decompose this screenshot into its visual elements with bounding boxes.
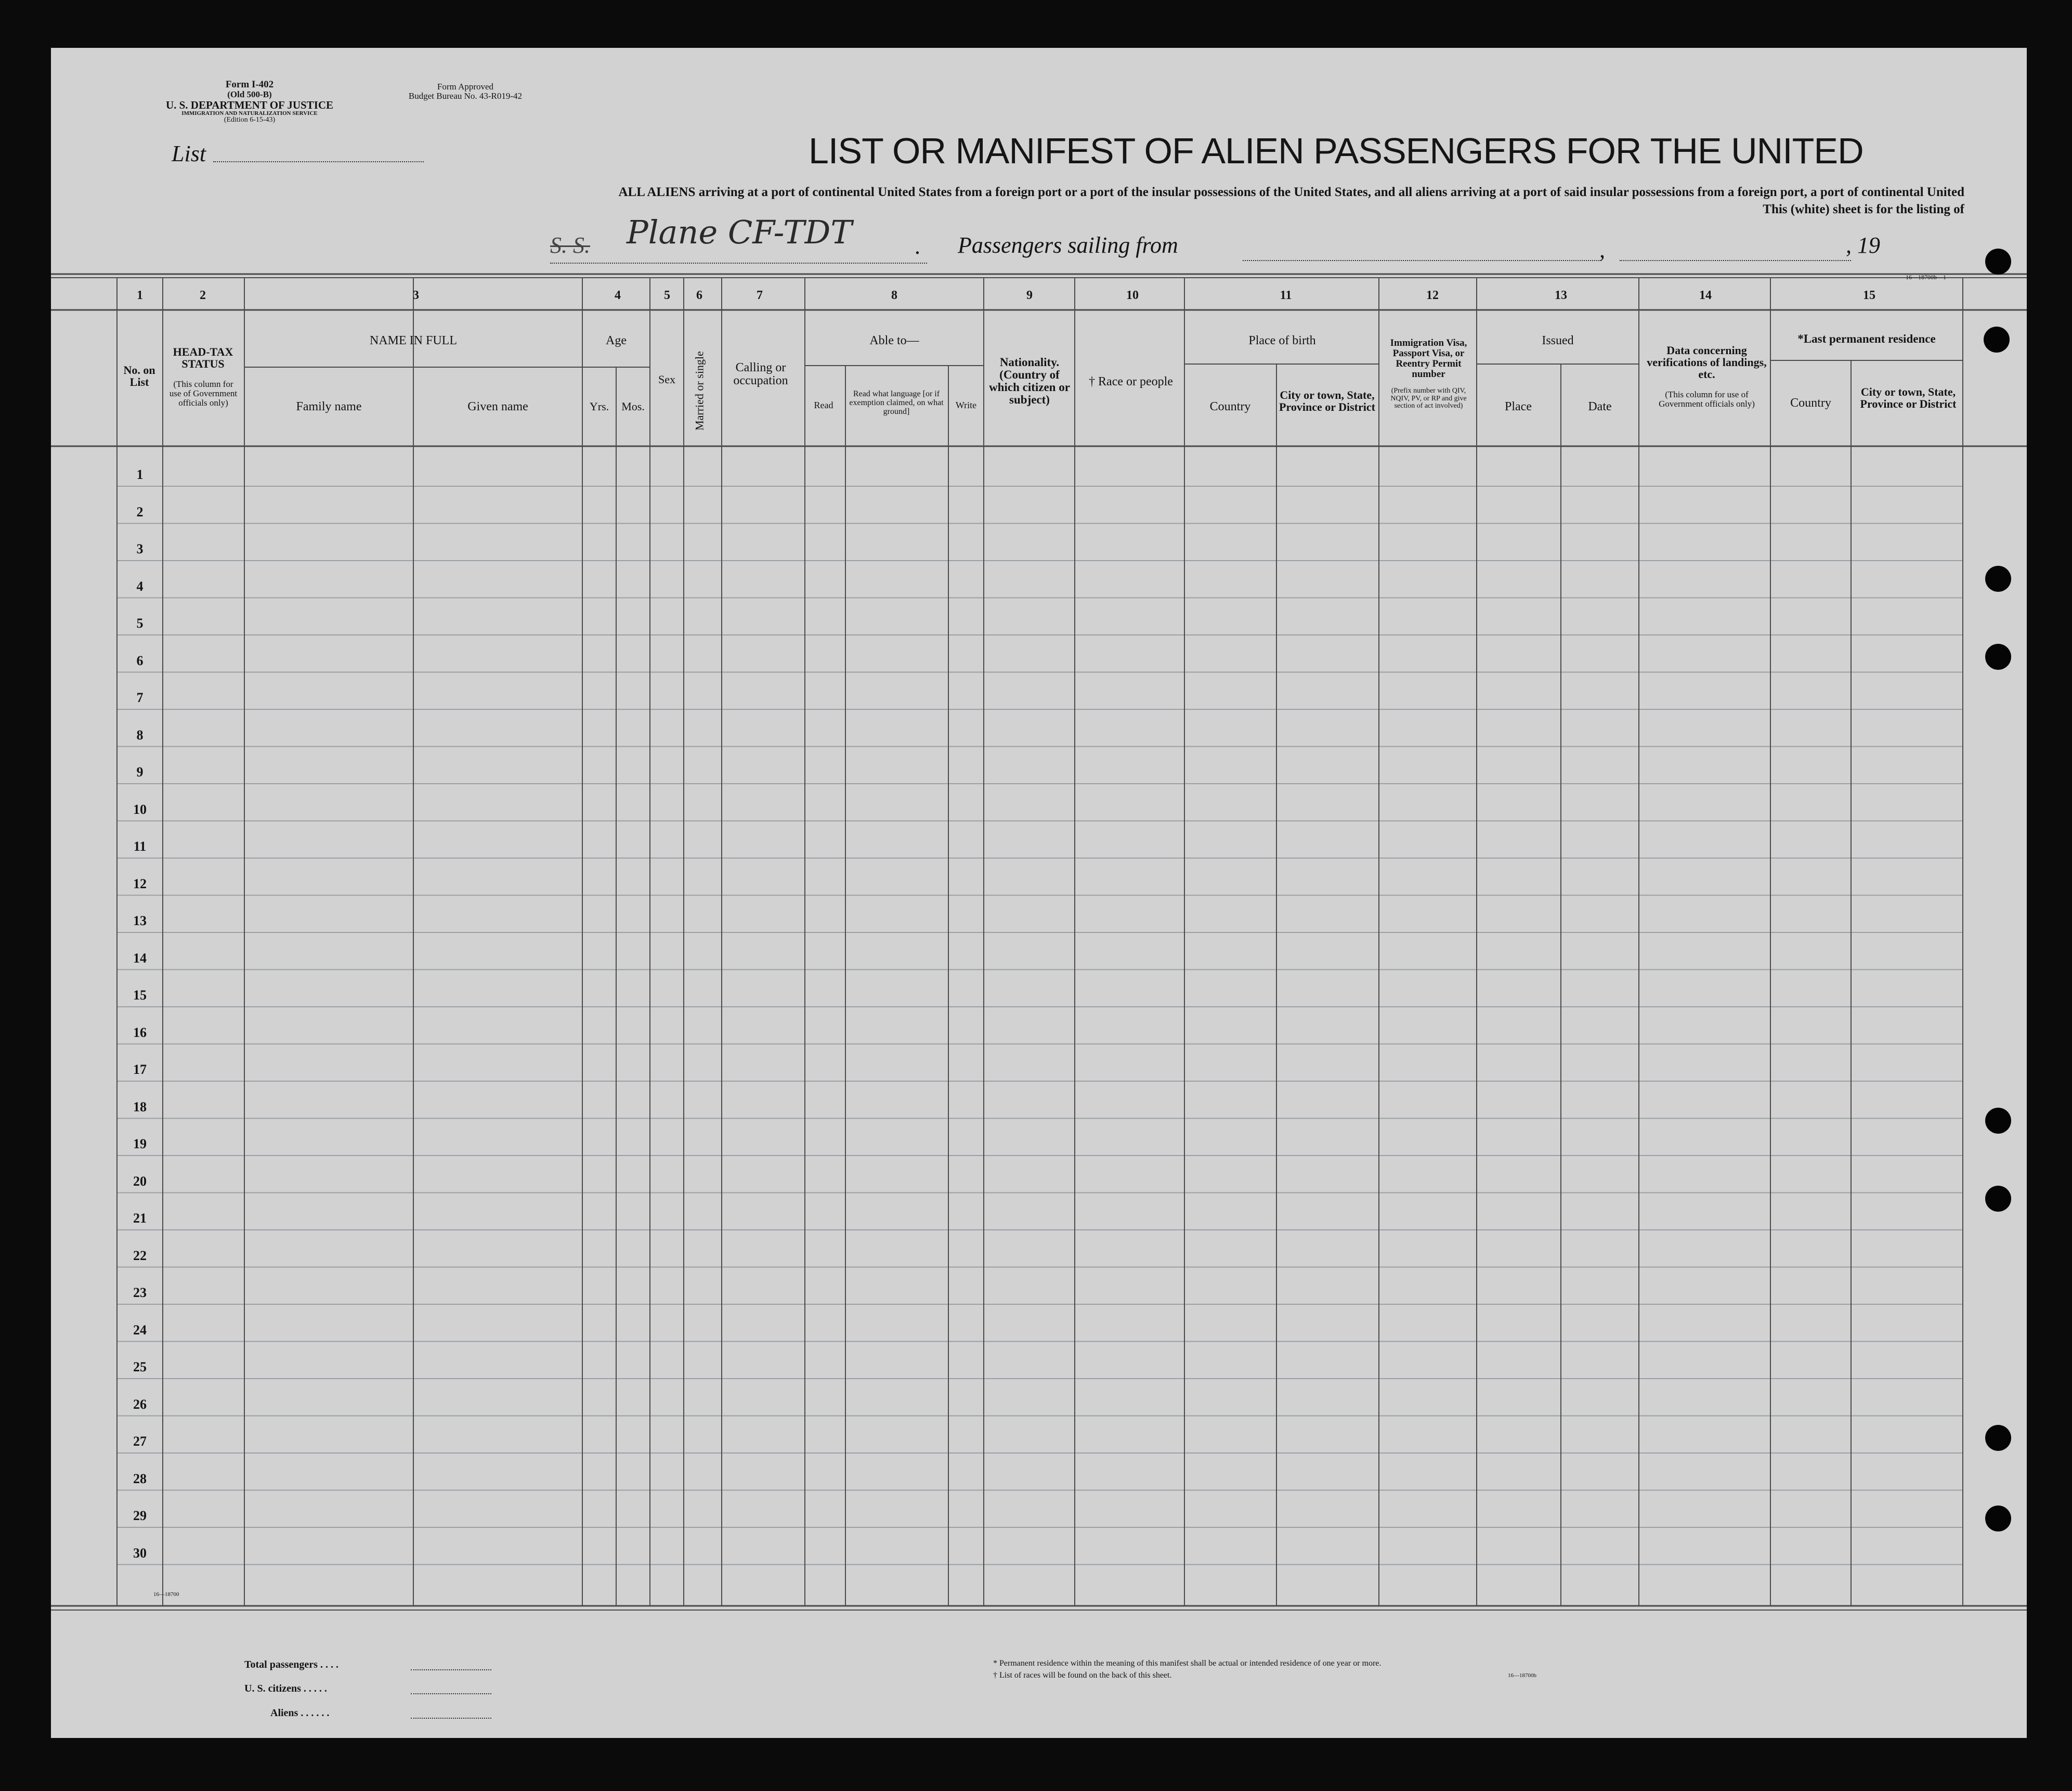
code-top-right: 16—18700b—1 [1906,274,1946,281]
row-number: 25 [133,1359,147,1374]
header-age: Age [606,334,627,347]
document-title: LIST OR MANIFEST OF ALIEN PASSENGERS FOR THE UNITED [809,131,1864,171]
punch-hole [1985,249,2011,275]
header-place-of-birth: Place of birth [1248,334,1316,347]
column-number: 6 [696,289,702,302]
row-number: 12 [133,876,147,891]
approval-line: Form Approved [437,82,494,92]
code-bottom-left: 16—18700 [153,1591,179,1598]
punch-hole [1985,1186,2011,1212]
row-number: 27 [133,1434,147,1449]
header-yrs: Yrs. [589,400,609,413]
punch-hole [1985,1425,2011,1451]
punch-hole [1985,1506,2011,1532]
form-edition: (Edition 6-15-43) [224,116,276,124]
header-data-concerning: Data concerning verifications of landings, etc. [1647,344,1767,381]
header-country: Country [1209,400,1251,413]
row-number: 4 [136,578,144,594]
column-number: 8 [891,289,897,302]
row-number: 19 [133,1136,147,1151]
service-name: IMMIGRATION AND NATURALIZATION SERVICE [181,110,318,116]
header-nationality: Nationality. (Country of which citizen or subject) [989,356,1070,407]
header-visa-note: (Prefix number with QIV, NQIV, PV, or RP and give section of act involved) [1390,387,1467,410]
column-number: 13 [1555,289,1567,302]
row-number: 3 [136,541,144,556]
column-number: 12 [1426,289,1439,302]
punch-hole [1985,1108,2011,1134]
row-number: 26 [133,1396,147,1412]
header-read-language: Read what language [or if exemption claimed, on what ground] [849,390,944,416]
budget-bureau-number: Budget Bureau No. 43-R019-42 [408,90,523,101]
header-race: † Race or people [1089,375,1173,388]
header-head-tax-note: (This column for use of Government officials only) [169,379,238,408]
header-visa: Immigration Visa, Passport Visa, or Reentry Permit number [1390,338,1467,380]
row-number: 23 [133,1285,147,1300]
vessel-name-handwritten[interactable]: Plane CF-TDT [627,213,852,251]
column-number: 5 [664,289,670,302]
total-passengers-label: Total passengers . . . . [244,1659,338,1670]
header-married-or-single: Married or single [693,351,706,431]
header-calling: Calling or occupation [733,361,788,388]
row-number: 30 [133,1545,147,1561]
header-sex: Sex [658,373,675,386]
row-number: 28 [133,1471,147,1486]
row-number: 6 [136,653,144,668]
header-city-town-2: City or town, State, Province or District [1860,385,1957,411]
header-head-tax: HEAD-TAX STATUS [173,345,233,371]
header-issued: Issued [1542,334,1574,347]
column-number: 11 [1280,289,1292,302]
list-label: List [172,141,206,166]
header-mos: Mos. [621,400,645,413]
row-number: 5 [136,616,144,631]
aliens-field[interactable] [411,1718,491,1719]
row-number: 22 [133,1248,147,1263]
row-number: 24 [133,1322,147,1338]
row-number: 21 [133,1211,147,1226]
header-data-note: (This column for use of Government officials only) [1659,390,1755,409]
column-number: 2 [200,289,206,302]
punch-hole [1985,566,2011,592]
sailing-comma: , [1599,237,1605,263]
row-number: 10 [133,801,147,817]
column-number: 3 [413,289,419,302]
ss-prefix-struck: S. S. [550,232,590,258]
row-number: 15 [133,988,147,1003]
row-number: 20 [133,1173,147,1189]
row-number: 14 [133,950,147,966]
row-number: 13 [133,913,147,928]
year-label: , 19 [1846,232,1880,258]
aliens-label: Aliens . . . . . . [270,1707,330,1719]
us-citizens-field[interactable] [411,1693,491,1694]
form-old-number: (Old 500-B) [227,89,272,99]
punch-hole [1984,327,2010,353]
header-read: Read [814,400,833,410]
punch-hole [1985,644,2011,670]
row-number: 2 [136,504,144,520]
row-number: 11 [133,839,147,854]
form-number: Form I-402 [225,79,274,90]
header-date: Date [1588,400,1612,413]
row-number: 16 [133,1024,147,1040]
row-number: 9 [136,764,144,780]
us-citizens-label: U. S. citizens . . . . . [244,1683,327,1694]
header-no-on-list: No. on List [123,364,155,389]
column-number: 9 [1026,289,1033,302]
header-family-name: Family name [296,400,362,413]
header-able-to: Able to— [869,334,919,347]
vessel-period: . [915,233,921,259]
column-number: 15 [1863,289,1875,302]
header-city-town: City or town, State, Province or District [1279,388,1375,414]
total-passengers-field[interactable] [411,1669,491,1670]
footnote-permanent-residence: * Permanent residence within the meaning of this manifest shall be actual or intended residence of one year or more. [993,1659,1382,1668]
column-number: 7 [757,289,763,302]
footnote-races: † List of races will be found on the back of this sheet. [993,1671,1172,1680]
row-number: 29 [133,1508,147,1523]
passengers-sailing-label: Passengers sailing from [958,232,1178,258]
header-last-residence: *Last permanent residence [1797,332,1936,345]
header-country-2: Country [1790,396,1831,410]
column-number: 14 [1699,289,1712,302]
header-name-in-full: NAME IN FULL [370,334,457,347]
row-number: 18 [133,1099,147,1114]
subtitle-sheet-note: This (white) sheet is for the listing of [1763,202,1964,216]
subtitle-aliens: ALL ALIENS arriving at a port of continental United States from a foreign port or a port of the insular possessions of the United States, and all aliens arriving at a port of said insular possessions from a foreign port, a port of continental United [618,185,1964,199]
row-number: 1 [136,467,144,482]
row-number: 8 [136,727,144,743]
code-bottom-right: 16—18700b [1508,1672,1536,1679]
header-given-name: Given name [467,400,528,413]
column-number: 4 [615,289,621,302]
column-number: 1 [137,289,143,302]
row-number: 7 [136,690,144,705]
department-name: U. S. DEPARTMENT OF JUSTICE [165,98,334,111]
header-write: Write [955,400,977,410]
header-place: Place [1505,400,1532,413]
column-number: 10 [1126,289,1139,302]
row-number: 17 [133,1062,147,1077]
